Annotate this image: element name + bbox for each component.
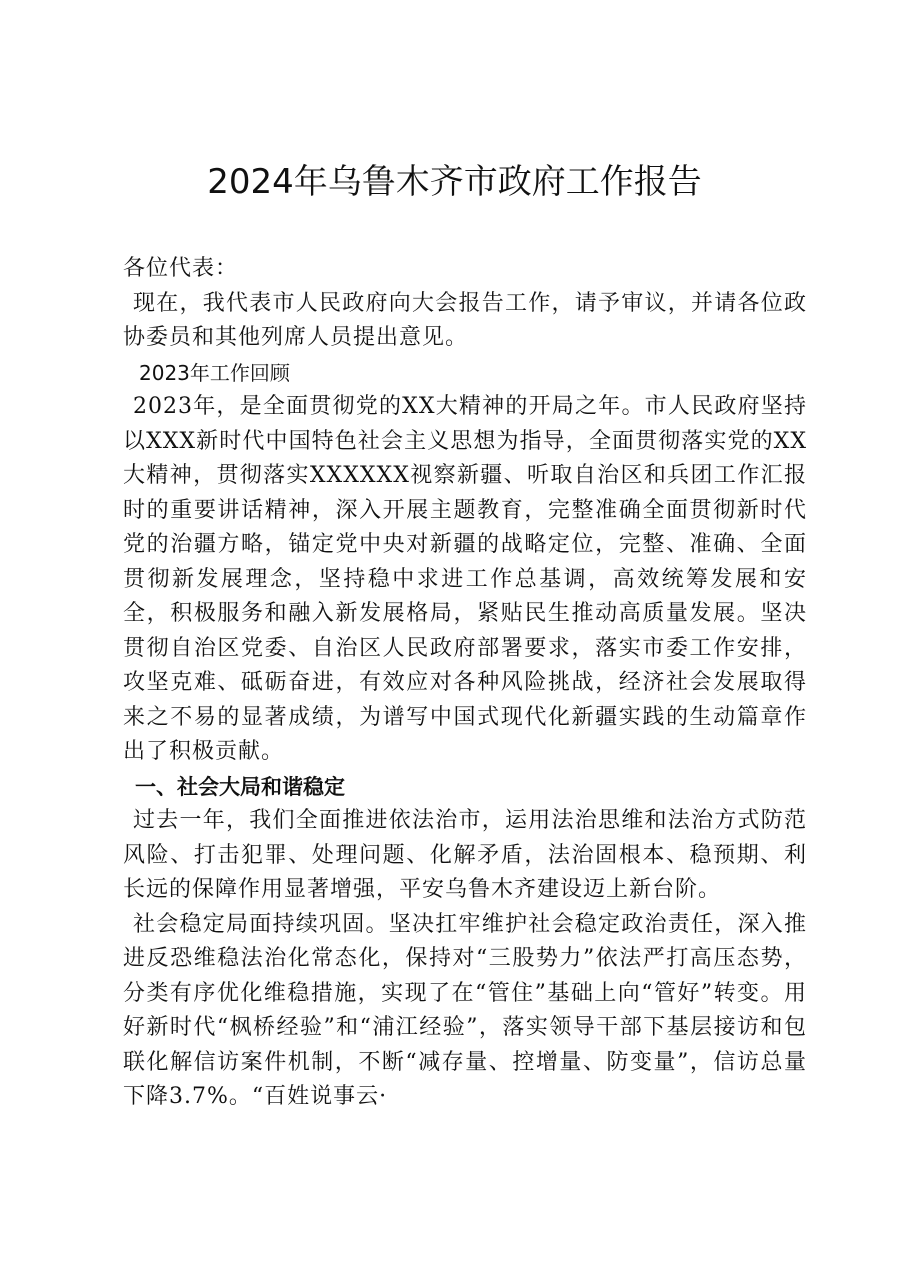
section-heading-one: 一、社会大局和谐稳定: [135, 774, 345, 799]
section-one-paragraph-1: 过去一年，我们全面推进依法治市，运用法治思维和法治方式防范风险、打击犯罪、处理问题、化解矛盾，法治固根本、稳预期、利长远的保障作用显著增强，平安乌鲁木齐建设迈上新台阶。: [123, 808, 807, 902]
section-heading-review: 2023年工作回顾: [139, 360, 290, 385]
intro-paragraph: 现在，我代表市人民政府向大会报告工作，请予审议，并请各位政协委员和其他列席人员提出意见。: [123, 290, 807, 350]
document-body: [123, 252, 807, 1115]
salutation: 各位代表：: [123, 256, 239, 281]
review-paragraph: 2023年，是全面贯彻党的XX大精神的开局之年。市人民政府坚持以XXX新时代中国特色社会主义思想为指导，全面贯彻落实党的XX大精神，贯彻落实XXXXXX视察新疆、听取自治区和兵团工作汇报时的重要讲话精神，深入开展主题教育，完整准确全面贯彻新时代党的治疆方略，锚定党中央对新疆的战略定位，完整、准确、全面贯彻新发展理念，坚持稳中求进工作总基调，高效统筹发展和安全，积极服务和融入新发展格局，紧贴民生推动高质量发展。坚决贯彻自治区党委、自治区人民政府部署要求，落实市委工作安排，攻坚克难、砥砺奋进，有效应对各种风险挑战，经济社会发展取得来之不易的显著成绩，为谱写中国式现代化新疆实践的生动篇章作出了积极贡献。: [123, 394, 807, 764]
section-one-paragraph-2: 社会稳定局面持续巩固。坚决扛牢维护社会稳定政治责任，深入推进反恐维稳法治化常态化，保持对“三股势力”依法严打高压态势，分类有序优化维稳措施，实现了在“管住”基础上向“管好”转变。用好新时代“枫桥经验”和“浦江经验”，落实领导干部下基层接访和包联化解信访案件机制，不断“减存量、控增量、防变量”，信访总量下降3.7%。“百姓说事云·: [123, 911, 807, 1109]
document-title: 2024年乌鲁木齐市政府工作报告: [207, 162, 702, 202]
